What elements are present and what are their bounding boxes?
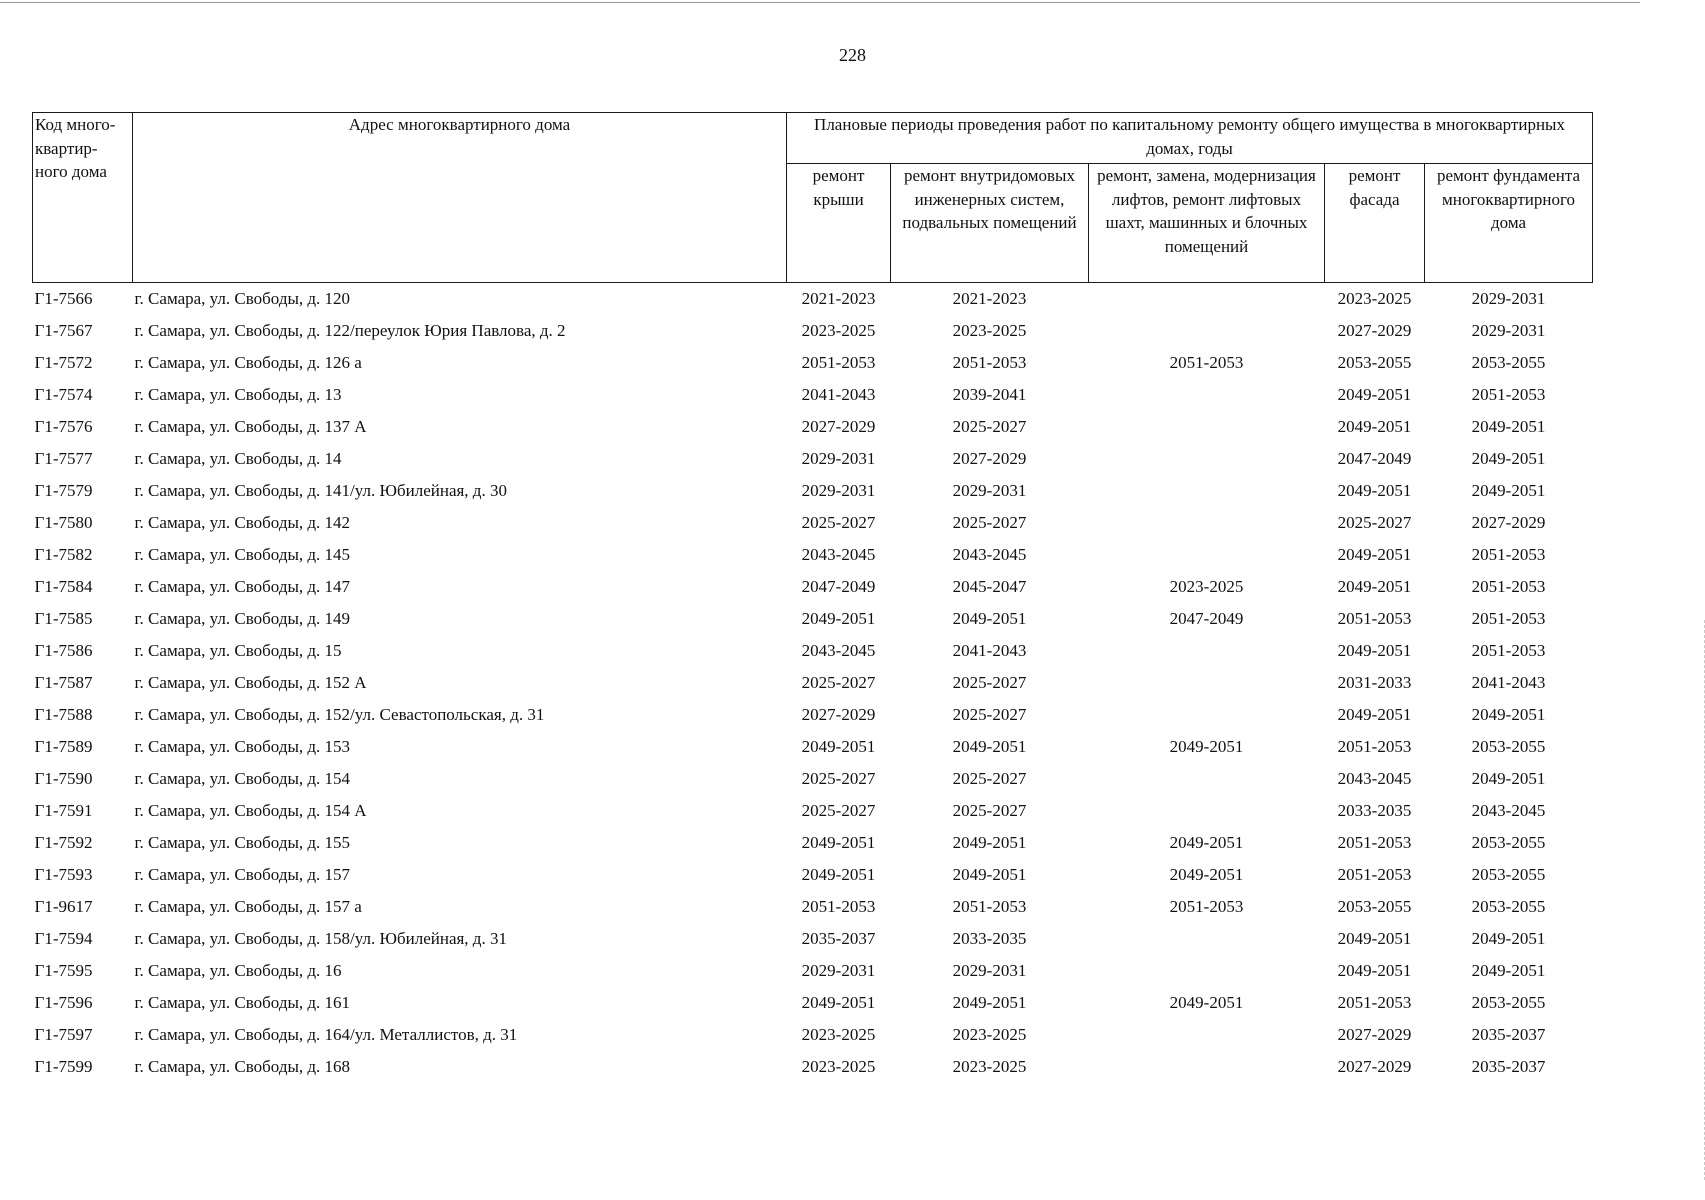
cell-foundation: 2049-2051: [1471, 449, 1546, 469]
cell-code: Г1-7599: [34, 1057, 93, 1077]
cell-elevators: [1089, 763, 1325, 795]
cell-elevators: 2049-2051: [1169, 737, 1244, 757]
cell-elevators: [1089, 1051, 1325, 1083]
cell-code: Г1-7585: [34, 609, 93, 629]
cell-elevators: [1089, 379, 1325, 411]
cell-foundation: 2053-2055: [1471, 353, 1546, 373]
table-row: [33, 475, 1593, 507]
cell-elevators: 2051-2053: [1169, 897, 1244, 917]
cell-facade: 2023-2025: [1337, 289, 1412, 309]
cell-engineering: 2045-2047: [952, 577, 1027, 597]
cell-address: г. Самара, ул. Свободы, д. 137 А: [134, 417, 367, 437]
table-row: [33, 347, 1593, 379]
cell-code: Г1-7589: [34, 737, 93, 757]
cell-code: Г1-7582: [34, 545, 93, 565]
cell-roof: 2049-2051: [801, 833, 876, 853]
cell-roof: 2049-2051: [801, 865, 876, 885]
cell-roof: 2029-2031: [801, 961, 876, 981]
cell-roof: 2025-2027: [801, 673, 876, 693]
cell-address: г. Самара, ул. Свободы, д. 164/ул. Металлистов, д. 31: [134, 1025, 518, 1045]
cell-code: Г1-7580: [34, 513, 93, 533]
cell-foundation: 2049-2051: [1471, 705, 1546, 725]
cell-code: Г1-7595: [34, 961, 93, 981]
cell-elevators: [1089, 507, 1325, 539]
table-row: [33, 987, 1593, 1019]
cell-code: Г1-7591: [34, 801, 93, 821]
cell-address: г. Самара, ул. Свободы, д. 141/ул. Юбилейная, д. 30: [134, 481, 507, 501]
cell-elevators: [1089, 315, 1325, 347]
cell-facade: 2047-2049: [1337, 449, 1412, 469]
cell-code: Г1-7588: [34, 705, 93, 725]
cell-address: г. Самара, ул. Свободы, д. 13: [134, 385, 342, 405]
cell-address: г. Самара, ул. Свободы, д. 157: [134, 865, 351, 885]
table-row: [33, 539, 1593, 571]
cell-elevators: 2047-2049: [1169, 609, 1244, 629]
cell-roof: 2047-2049: [801, 577, 876, 597]
cell-code: Г1-9617: [34, 897, 93, 917]
table-row: [33, 891, 1593, 923]
cell-elevators: [1089, 955, 1325, 987]
cell-facade: 2027-2029: [1337, 1025, 1412, 1045]
cell-roof: 2049-2051: [801, 993, 876, 1013]
cell-code: Г1-7574: [34, 385, 93, 405]
cell-address: г. Самара, ул. Свободы, д. 147: [134, 577, 351, 597]
cell-code: Г1-7566: [34, 289, 93, 309]
header-planned-periods: Плановые периоды проведения работ по капитальному ремонту общего имущества в многоквартирных домах, годы: [787, 113, 1593, 164]
cell-foundation: 2049-2051: [1471, 481, 1546, 501]
cell-engineering: 2049-2051: [952, 737, 1027, 757]
cell-roof: 2051-2053: [801, 353, 876, 373]
cell-roof: 2029-2031: [801, 449, 876, 469]
cell-code: Г1-7567: [34, 321, 93, 341]
table-row: [33, 571, 1593, 603]
cell-engineering: 2025-2027: [952, 673, 1027, 693]
table-row: [33, 635, 1593, 667]
cell-engineering: 2051-2053: [952, 353, 1027, 373]
table-row: [33, 507, 1593, 539]
cell-foundation: 2051-2053: [1471, 577, 1546, 597]
cell-facade: 2049-2051: [1337, 577, 1412, 597]
cell-address: г. Самара, ул. Свободы, д. 142: [134, 513, 351, 533]
cell-address: г. Самара, ул. Свободы, д. 152/ул. Севастопольская, д. 31: [134, 705, 545, 725]
cell-address: г. Самара, ул. Свободы, д. 152 А: [134, 673, 367, 693]
cell-address: г. Самара, ул. Свободы, д. 149: [134, 609, 351, 629]
cell-roof: 2027-2029: [801, 417, 876, 437]
cell-code: Г1-7596: [34, 993, 93, 1013]
cell-code: Г1-7592: [34, 833, 93, 853]
cell-roof: 2029-2031: [801, 481, 876, 501]
cell-address: г. Самара, ул. Свободы, д. 145: [134, 545, 351, 565]
cell-foundation: 2041-2043: [1471, 673, 1546, 693]
cell-facade: 2053-2055: [1337, 353, 1412, 373]
table-row: [33, 795, 1593, 827]
cell-foundation: 2035-2037: [1471, 1025, 1546, 1045]
cell-facade: 2051-2053: [1337, 609, 1412, 629]
cell-facade: 2049-2051: [1337, 545, 1412, 565]
scan-margin-edge: [1698, 620, 1705, 1180]
cell-facade: 2049-2051: [1337, 417, 1412, 437]
cell-elevators: [1089, 443, 1325, 475]
cell-engineering: 2049-2051: [952, 609, 1027, 629]
cell-facade: 2049-2051: [1337, 929, 1412, 949]
cell-address: г. Самара, ул. Свободы, д. 157 а: [134, 897, 362, 917]
table-row: [33, 923, 1593, 955]
cell-elevators: 2051-2053: [1169, 353, 1244, 373]
cell-engineering: 2039-2041: [952, 385, 1027, 405]
cell-elevators: [1089, 539, 1325, 571]
cell-elevators: [1089, 699, 1325, 731]
cell-engineering: 2023-2025: [952, 321, 1027, 341]
cell-roof: 2041-2043: [801, 385, 876, 405]
table-header: [33, 113, 1593, 283]
cell-roof: 2021-2023: [801, 289, 876, 309]
table-body: [33, 283, 1593, 1084]
cell-elevators: [1089, 411, 1325, 443]
cell-address: г. Самара, ул. Свободы, д. 168: [134, 1057, 351, 1077]
cell-engineering: 2049-2051: [952, 993, 1027, 1013]
cell-elevators: 2049-2051: [1169, 993, 1244, 1013]
cell-engineering: 2021-2023: [952, 289, 1027, 309]
table-row: [33, 667, 1593, 699]
page-number: 228: [839, 45, 866, 65]
cell-elevators: 2049-2051: [1169, 833, 1244, 853]
table-row: [33, 1019, 1593, 1051]
cell-facade: 2049-2051: [1337, 641, 1412, 661]
cell-facade: 2049-2051: [1337, 481, 1412, 501]
cell-address: г. Самара, ул. Свободы, д. 154: [134, 769, 351, 789]
cell-elevators: [1089, 283, 1325, 316]
table-row: [33, 955, 1593, 987]
cell-foundation: 2053-2055: [1471, 833, 1546, 853]
top-border-line: [0, 2, 1640, 3]
cell-foundation: 2049-2051: [1471, 417, 1546, 437]
cell-code: Г1-7577: [34, 449, 93, 469]
cell-engineering: 2033-2035: [952, 929, 1027, 949]
cell-address: г. Самара, ул. Свободы, д. 122/переулок Юрия Павлова, д. 2: [134, 321, 566, 341]
cell-code: Г1-7586: [34, 641, 93, 661]
cell-address: г. Самара, ул. Свободы, д. 158/ул. Юбилейная, д. 31: [134, 929, 507, 949]
cell-engineering: 2025-2027: [952, 705, 1027, 725]
table-row: [33, 731, 1593, 763]
cell-foundation: 2043-2045: [1471, 801, 1546, 821]
table-row: [33, 379, 1593, 411]
cell-elevators: [1089, 635, 1325, 667]
cell-facade: 2051-2053: [1337, 865, 1412, 885]
header-roof: ремонт крыши: [787, 164, 891, 283]
cell-elevators: [1089, 795, 1325, 827]
cell-code: Г1-7594: [34, 929, 93, 949]
cell-facade: 2053-2055: [1337, 897, 1412, 917]
cell-roof: 2025-2027: [801, 801, 876, 821]
cell-facade: 2049-2051: [1337, 705, 1412, 725]
cell-address: г. Самара, ул. Свободы, д. 154 А: [134, 801, 367, 821]
cell-elevators: [1089, 1019, 1325, 1051]
cell-roof: 2049-2051: [801, 737, 876, 757]
cell-facade: 2043-2045: [1337, 769, 1412, 789]
cell-facade: 2051-2053: [1337, 737, 1412, 757]
cell-code: Г1-7579: [34, 481, 93, 501]
cell-address: г. Самара, ул. Свободы, д. 120: [134, 289, 351, 309]
cell-roof: 2043-2045: [801, 545, 876, 565]
cell-facade: 2027-2029: [1337, 1057, 1412, 1077]
cell-roof: 2049-2051: [801, 609, 876, 629]
cell-address: г. Самара, ул. Свободы, д. 161: [134, 993, 351, 1013]
header-foundation: ремонт фундамента многоквартирного дома: [1425, 164, 1593, 283]
cell-foundation: 2051-2053: [1471, 609, 1546, 629]
cell-address: г. Самара, ул. Свободы, д. 155: [134, 833, 351, 853]
table-row: [33, 699, 1593, 731]
cell-foundation: 2051-2053: [1471, 545, 1546, 565]
cell-foundation: 2049-2051: [1471, 769, 1546, 789]
cell-address: г. Самара, ул. Свободы, д. 153: [134, 737, 351, 757]
cell-foundation: 2051-2053: [1471, 385, 1546, 405]
cell-facade: 2031-2033: [1337, 673, 1412, 693]
cell-engineering: 2041-2043: [952, 641, 1027, 661]
cell-foundation: 2027-2029: [1471, 513, 1546, 533]
cell-engineering: 2023-2025: [952, 1057, 1027, 1077]
cell-roof: 2025-2027: [801, 513, 876, 533]
cell-foundation: 2053-2055: [1471, 897, 1546, 917]
cell-foundation: 2053-2055: [1471, 993, 1546, 1013]
cell-elevators: 2023-2025: [1169, 577, 1244, 597]
table-row: [33, 1051, 1593, 1083]
cell-code: Г1-7572: [34, 353, 93, 373]
header-engineering-systems: ремонт внутридомовых инженерных систем, подвальных помещений: [891, 164, 1089, 283]
cell-code: Г1-7593: [34, 865, 93, 885]
cell-roof: 2025-2027: [801, 769, 876, 789]
cell-code: Г1-7597: [34, 1025, 93, 1045]
cell-foundation: 2049-2051: [1471, 961, 1546, 981]
table-row: [33, 763, 1593, 795]
cell-address: г. Самара, ул. Свободы, д. 14: [134, 449, 342, 469]
header-code: Код много-квартир-ного дома: [33, 113, 133, 283]
table-row: [33, 315, 1593, 347]
cell-code: Г1-7587: [34, 673, 93, 693]
document-sheet: [32, 112, 1592, 1083]
cell-roof: 2023-2025: [801, 1025, 876, 1045]
cell-facade: 2049-2051: [1337, 385, 1412, 405]
cell-engineering: 2025-2027: [952, 513, 1027, 533]
cell-facade: 2049-2051: [1337, 961, 1412, 981]
cell-foundation: 2029-2031: [1471, 289, 1546, 309]
cell-foundation: 2051-2053: [1471, 641, 1546, 661]
table-row: [33, 411, 1593, 443]
cell-engineering: 2025-2027: [952, 801, 1027, 821]
cell-elevators: [1089, 667, 1325, 699]
cell-elevators: [1089, 923, 1325, 955]
header-facade: ремонт фасада: [1325, 164, 1425, 283]
cell-code: Г1-7590: [34, 769, 93, 789]
table-row: [33, 603, 1593, 635]
cell-roof: 2023-2025: [801, 321, 876, 341]
cell-address: г. Самара, ул. Свободы, д. 16: [134, 961, 342, 981]
cell-address: г. Самара, ул. Свободы, д. 15: [134, 641, 342, 661]
cell-facade: 2025-2027: [1337, 513, 1412, 533]
header-address: Адрес многоквартирного дома: [133, 113, 787, 283]
table-row: [33, 859, 1593, 891]
cell-roof: 2043-2045: [801, 641, 876, 661]
cell-engineering: 2043-2045: [952, 545, 1027, 565]
cell-foundation: 2049-2051: [1471, 929, 1546, 949]
cell-roof: 2051-2053: [801, 897, 876, 917]
cell-code: Г1-7576: [34, 417, 93, 437]
cell-engineering: 2023-2025: [952, 1025, 1027, 1045]
cell-engineering: 2049-2051: [952, 833, 1027, 853]
cell-foundation: 2029-2031: [1471, 321, 1546, 341]
cell-engineering: 2025-2027: [952, 417, 1027, 437]
cell-foundation: 2053-2055: [1471, 737, 1546, 757]
cell-foundation: 2035-2037: [1471, 1057, 1546, 1077]
cell-facade: 2027-2029: [1337, 321, 1412, 341]
cell-engineering: 2025-2027: [952, 769, 1027, 789]
cell-facade: 2033-2035: [1337, 801, 1412, 821]
cell-engineering: 2029-2031: [952, 961, 1027, 981]
cell-facade: 2051-2053: [1337, 833, 1412, 853]
table-row: [33, 443, 1593, 475]
table-row: [33, 283, 1593, 316]
cell-elevators: 2049-2051: [1169, 865, 1244, 885]
cell-engineering: 2027-2029: [952, 449, 1027, 469]
cell-code: Г1-7584: [34, 577, 93, 597]
cell-elevators: [1089, 475, 1325, 507]
cell-foundation: 2053-2055: [1471, 865, 1546, 885]
header-elevators: ремонт, замена, модернизация лифтов, ремонт лифтовых шахт, машинных и блочных помещений: [1089, 164, 1325, 283]
repair-schedule-table: [32, 112, 1593, 1083]
cell-roof: 2027-2029: [801, 705, 876, 725]
cell-engineering: 2049-2051: [952, 865, 1027, 885]
cell-roof: 2035-2037: [801, 929, 876, 949]
cell-facade: 2051-2053: [1337, 993, 1412, 1013]
table-row: [33, 827, 1593, 859]
cell-engineering: 2051-2053: [952, 897, 1027, 917]
cell-engineering: 2029-2031: [952, 481, 1027, 501]
cell-address: г. Самара, ул. Свободы, д. 126 а: [134, 353, 362, 373]
cell-roof: 2023-2025: [801, 1057, 876, 1077]
